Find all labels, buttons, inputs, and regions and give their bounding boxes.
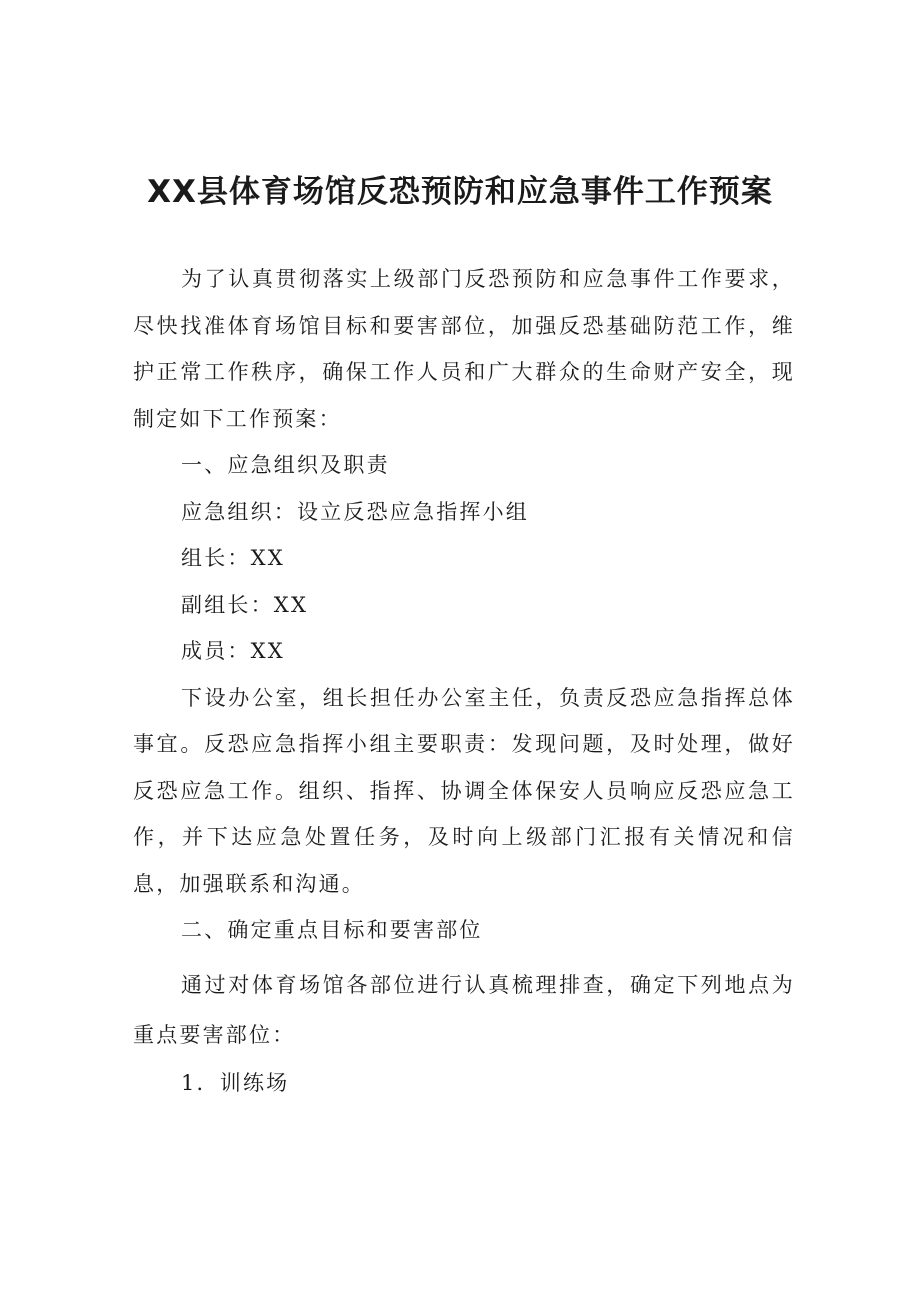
document-title: XX县体育场馆反恐预防和应急事件工作预案 <box>147 174 773 210</box>
office-duties-paragraph: 下设办公室，组长担任办公室主任，负责反恐应急指挥总体事宜。反恐应急指挥小组主要职责：发现问题，及时处理，做好反恐应急工作。组织、指挥、协调全体保安人员响应反恐应急工作，并下达应急处置任务，及时向上级部门汇报有关情况和信息，加强联系和沟通。 <box>133 685 795 896</box>
leader-line: 组长：XX <box>181 546 285 570</box>
document-body <box>133 256 795 1106</box>
members-line: 成员：XX <box>181 639 285 663</box>
org-line: 应急组织：设立反恐应急指挥小组 <box>181 499 529 524</box>
key-locations-paragraph: 通过对体育场馆各部位进行认真梳理排查，确定下列地点为重点要害部位： <box>133 972 795 1047</box>
deputy-leader-line: 副组长：XX <box>181 592 309 617</box>
intro-paragraph: 为了认真贯彻落实上级部门反恐预防和应急事件工作要求，尽快找准体育场馆目标和要害部位，加强反恐基础防范工作，维护正常工作秩序，确保工作人员和广大群众的生命财产安全，现制定如下工作预案： <box>133 267 795 431</box>
section-heading-1: 一、应急组织及职责 <box>181 453 390 477</box>
list-item-training-ground: 1．训练场 <box>181 1070 290 1095</box>
section-heading-2: 二、确定重点目标和要害部位 <box>181 918 483 942</box>
